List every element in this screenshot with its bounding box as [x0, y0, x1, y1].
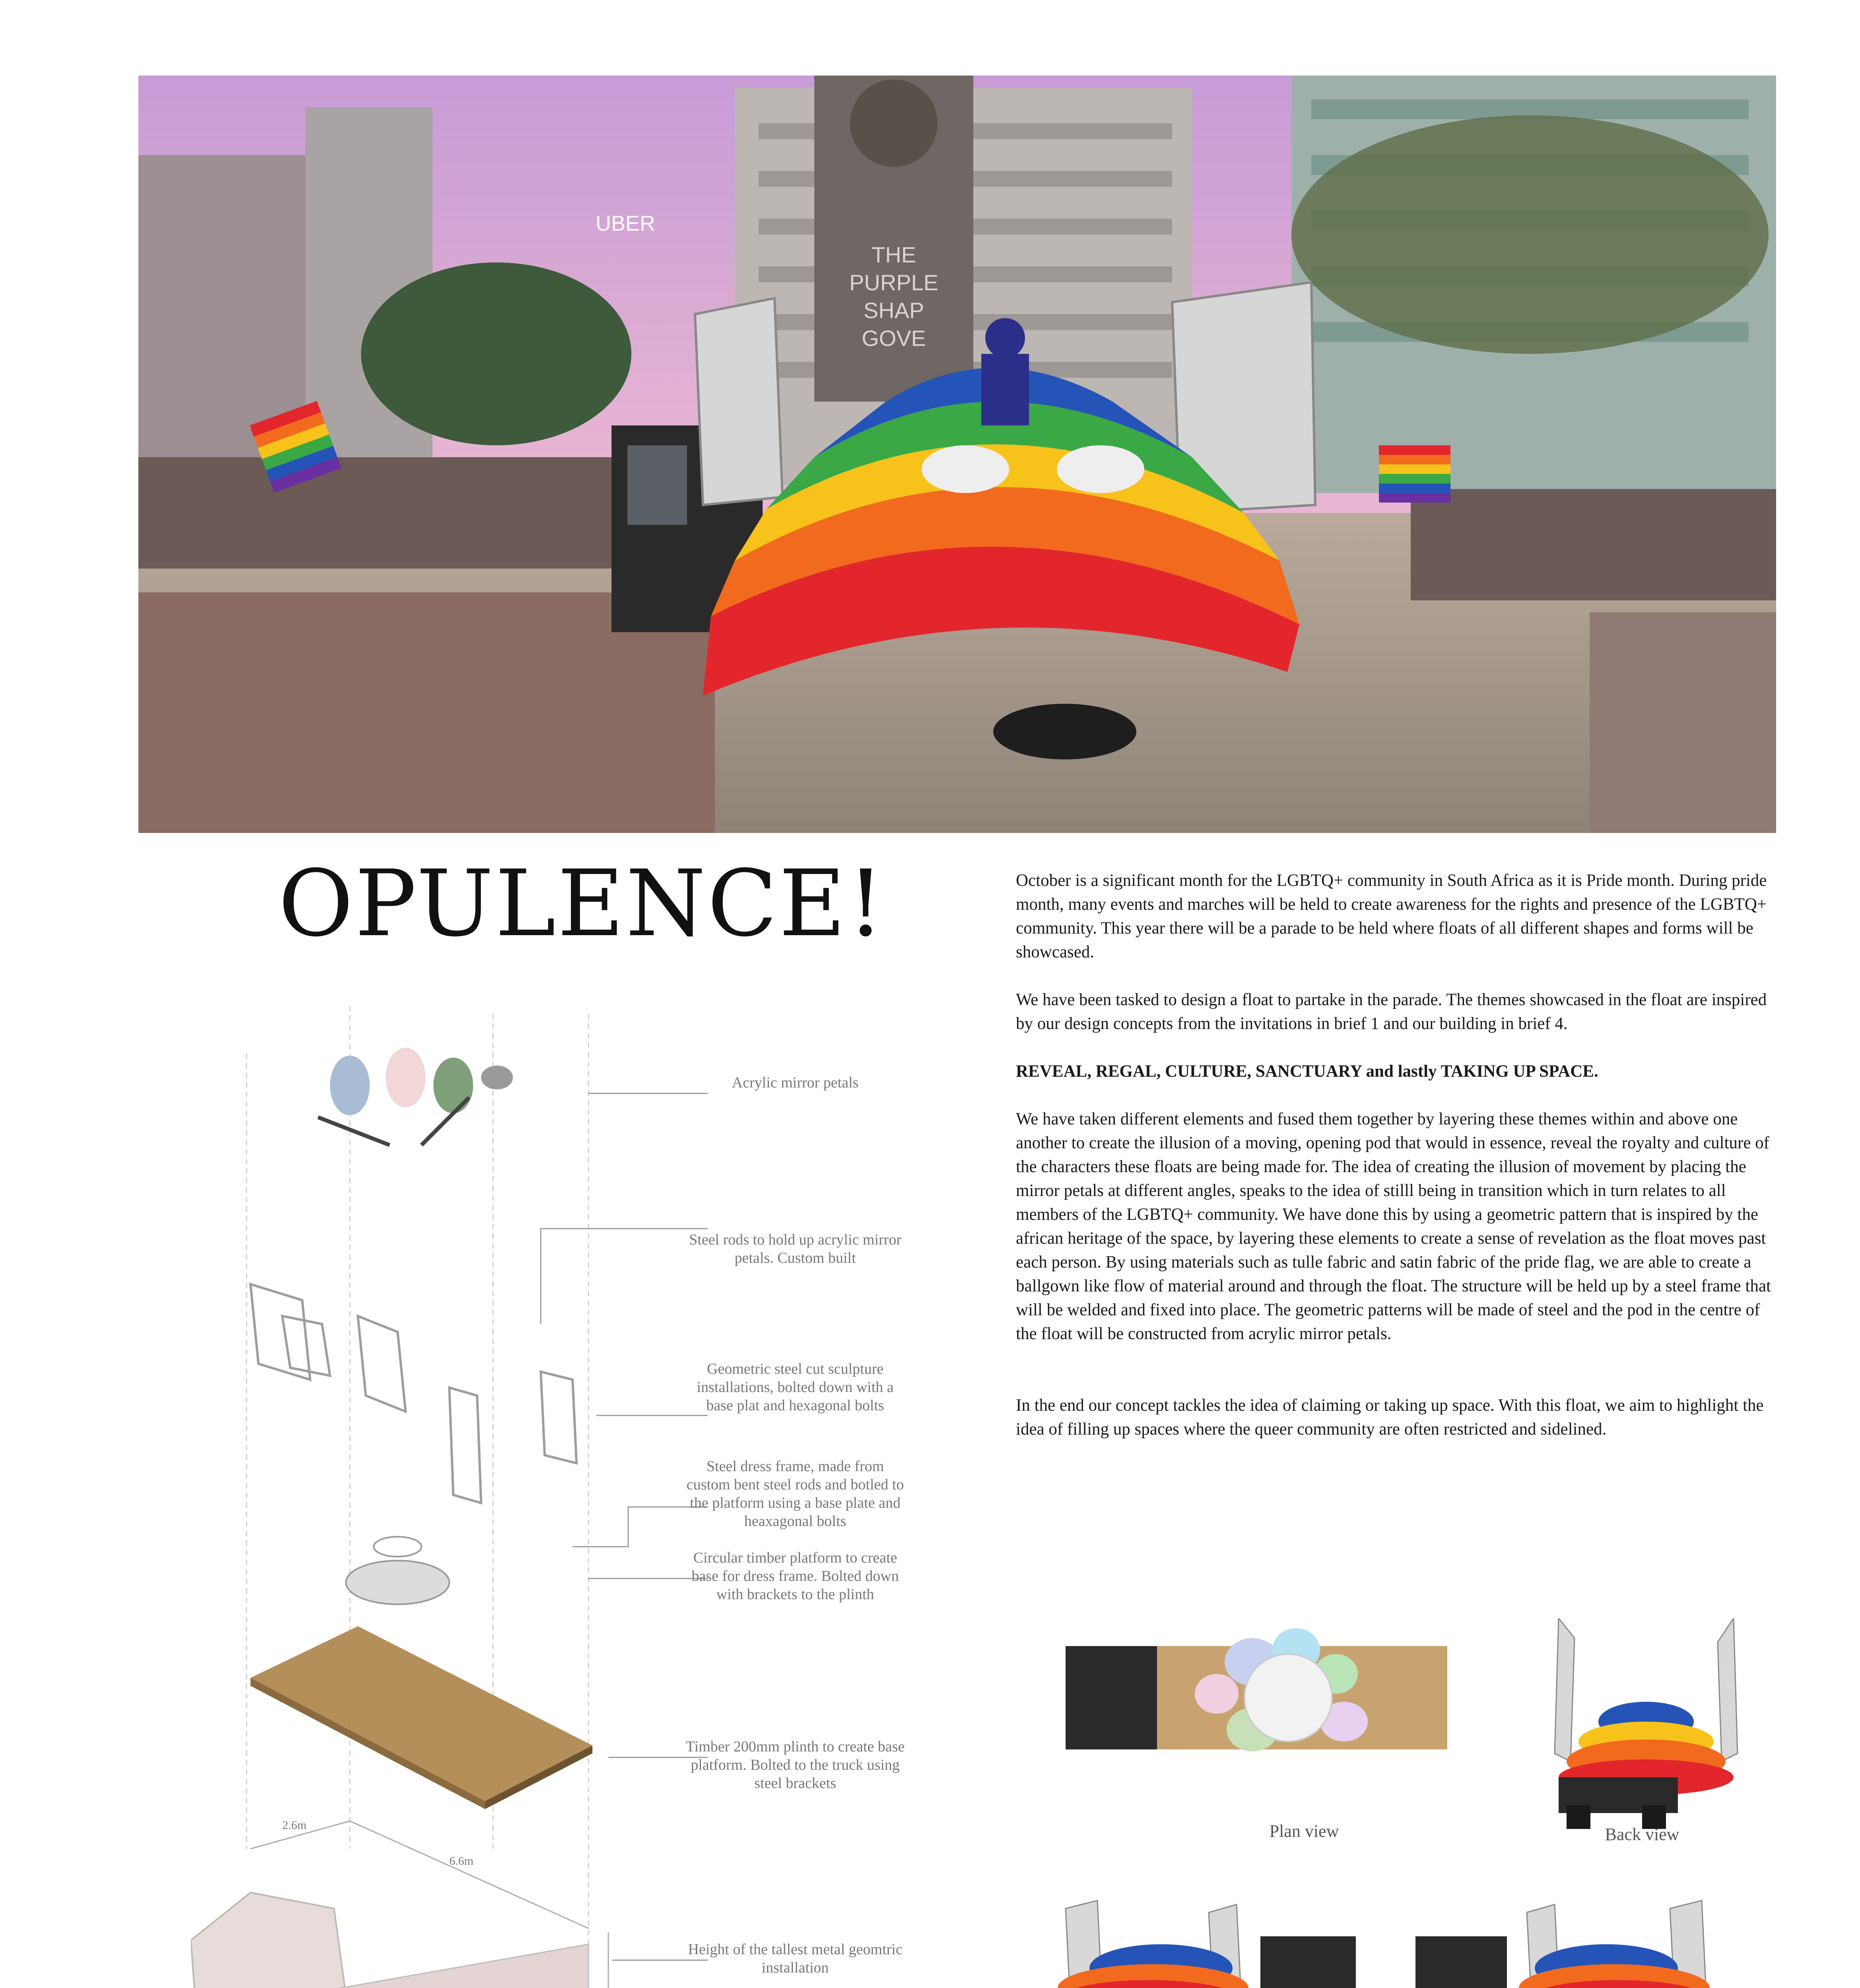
- back-view-drawing: [1551, 1618, 1742, 1829]
- description-paragraph-3: We have taken different elements and fused them together by layering these themes within and above one another to create the illusion of a moving, opening pod that would in essence, reveal the royalty and culture of the characters these floats are being made for. The idea of creating the illusion of movement by placing the mirror petals at different angles, speaks to the idea of stilll being in transition which in turn relates to all members of the LGBTQ+ community. We have done this by using a geometric pattern that is inspired by the african heritage of the space, by layering these elements to create a sense of revelation as the float moves past each person. By using materials such as tulle fabric and satin fabric of the pride flag, we are able to create a ballgown like flow of material around and through the float. The structure will be held up by a steel frame that will be welded and fixed into place. The geometric patterns will be made of steel and the pod in the centre of the float will be constructed from acrylic mirror petals.: [1016, 1110, 1771, 1343]
- back-view-caption: Back view: [1605, 1825, 1679, 1844]
- dim-width: 2.6m: [282, 1819, 307, 1832]
- themes-heading: REVEAL, REGAL, CULTURE, SANCTUARY and lastly TAKING UP SPACE.: [1016, 1062, 1598, 1081]
- label-acrylic-petals: Acrylic mirror petals: [732, 1074, 859, 1091]
- sign-line-4: GOVE: [862, 326, 926, 351]
- label-timber-platform: Circular timber platform to create base for dress frame. Bolted down with brackets to the plinth: [691, 1549, 899, 1603]
- label-timber-plinth: Timber 200mm plinth to create base platform. Bolted to the truck using steel brackets: [685, 1738, 905, 1792]
- left-elevation-drawing: [1412, 1897, 1714, 1988]
- label-dress-frame: Steel dress frame, made from custom bent steel rods and botled to the platform using a base plate and heaxagonal bolts: [686, 1458, 904, 1530]
- sign-line-1: THE: [872, 242, 916, 267]
- hero-render-image: [138, 76, 1776, 833]
- label-steel-rods: Steel rods to hold up acrylic mirror petals. Custom built: [689, 1231, 901, 1266]
- description-text: [1016, 869, 1775, 1465]
- uber-sign: UBER: [596, 212, 656, 235]
- description-paragraph-4: In the end our concept tackles the idea of claiming or taking up space. With this float, we aim to highlight the idea of filling up spaces where the queer community are often restricted and sidelined.: [1016, 1396, 1764, 1439]
- label-geometric-sculpture: Geometric steel cut sculpture installations, bolted down with a base plat and hexagonal bolts: [697, 1361, 894, 1414]
- description-paragraph-2: We have been tasked to design a float to partake in the parade. The themes showcased in the float are inspired by our design concepts from the invitations in brief 1 and our building in brief 4.: [1016, 990, 1767, 1033]
- label-height: Height of the tallest metal geomtric installation: [688, 1941, 903, 1976]
- plan-view-caption: Plan view: [1269, 1821, 1339, 1841]
- description-paragraph-1: October is a significant month for the LGBTQ+ community in South Africa as it is Pride month. During pride month, many events and marches will be held to create awareness for the rights and presence of the LGBTQ+ community. This year there will be a parade to be held where floats of all different shapes and forms will be showcased.: [1016, 871, 1767, 961]
- plan-view-drawing: [1066, 1626, 1447, 1777]
- right-elevation-drawing: [1058, 1897, 1360, 1988]
- sign-line-3: SHAP: [863, 298, 924, 323]
- page-title: OPULENCE!: [278, 851, 886, 957]
- sign-line-2: PURPLE: [849, 270, 939, 295]
- dim-length: 6.6m: [449, 1854, 474, 1868]
